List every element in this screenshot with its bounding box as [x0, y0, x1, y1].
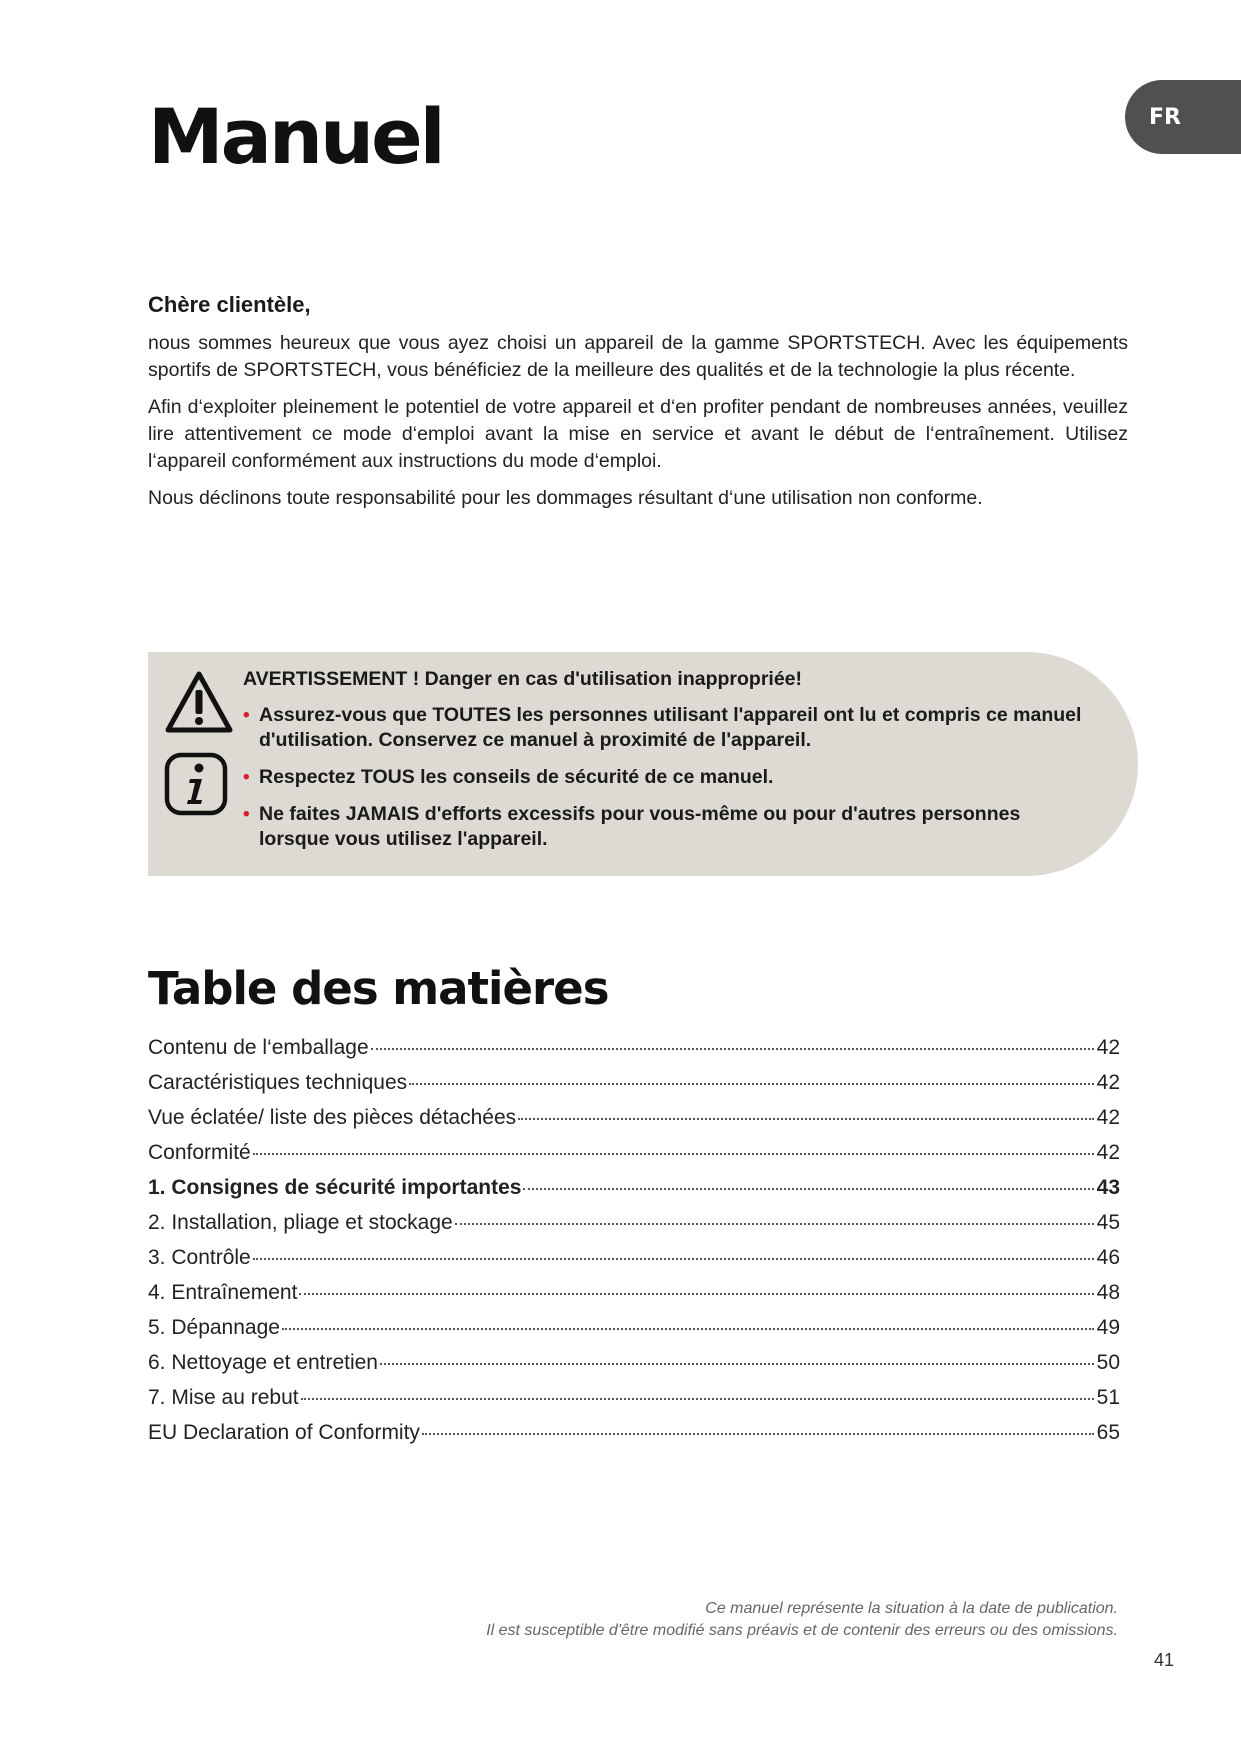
toc-entry-page: 65	[1096, 1421, 1120, 1444]
toc-entry[interactable]	[148, 1141, 1120, 1176]
dot-leader	[299, 1293, 1094, 1295]
toc-entry-page: 42	[1096, 1141, 1120, 1164]
page-number: 41	[1153, 1650, 1174, 1670]
disclaimer-line: Il est susceptible d'être modifié sans préavis et de contenir des erreurs ou des omissions.	[486, 1622, 1118, 1639]
toc-entry[interactable]	[148, 1246, 1120, 1281]
toc-entry-page: 48	[1096, 1281, 1120, 1304]
dot-leader	[253, 1258, 1094, 1260]
toc-entry[interactable]	[148, 1211, 1120, 1246]
dot-leader	[371, 1048, 1094, 1050]
intro-paragraph: Afin d‘exploiter pleinement le potentiel de votre appareil et d‘en profiter pendant de nombreuses années, veuillez lire attentivement ce mode d‘emploi avant la mise en service et avant le début de l‘entraînement. Utilisez l‘appareil conformément aux instructions du mode d‘emploi.	[148, 396, 1128, 472]
warning-item-text: Respectez TOUS les conseils de sécurité de ce manuel.	[259, 766, 774, 788]
toc-entry-page: 43	[1096, 1176, 1120, 1199]
disclaimer-note	[486, 1598, 1118, 1642]
info-icon	[164, 752, 228, 816]
warning-item	[243, 703, 1083, 753]
toc-entry-page: 50	[1096, 1351, 1120, 1374]
table-of-contents	[148, 1036, 1120, 1456]
warning-title: AVERTISSEMENT ! Danger en cas d'utilisation inappropriée!	[243, 668, 803, 690]
toc-entry-page: 45	[1096, 1211, 1120, 1234]
disclaimer-line: Ce manuel représente la situation à la date de publication.	[705, 1600, 1118, 1617]
dot-leader	[422, 1433, 1094, 1435]
dot-leader	[253, 1153, 1094, 1155]
toc-entry-page: 42	[1096, 1036, 1120, 1059]
toc-entry[interactable]	[148, 1036, 1120, 1071]
dot-leader	[380, 1363, 1094, 1365]
toc-entry-label: Vue éclatée/ liste des pièces détachées	[148, 1106, 517, 1129]
warning-list	[243, 703, 1083, 852]
toc-entry[interactable]	[148, 1106, 1120, 1141]
toc-entry-label: Caractéristiques techniques	[148, 1071, 408, 1094]
toc-entry[interactable]	[148, 1421, 1120, 1456]
toc-entry-label: 1. Consignes de sécurité importantes	[148, 1176, 522, 1199]
toc-entry-label: 6. Nettoyage et entretien	[148, 1351, 378, 1374]
dot-leader	[409, 1083, 1094, 1085]
warning-item-text: Assurez-vous que TOUTES les personnes utilisant l'appareil ont lu et compris ce manuel d'utilisation. Conservez ce manuel à proximité de l'appareil.	[259, 704, 1082, 751]
page-title: Manuel	[148, 92, 443, 181]
intro-section	[148, 292, 1128, 522]
toc-entry[interactable]	[148, 1351, 1120, 1386]
toc-entry-label: 3. Contrôle	[148, 1246, 251, 1269]
toc-entry[interactable]	[148, 1386, 1120, 1421]
warning-content	[243, 668, 1083, 864]
toc-entry-label: EU Declaration of Conformity	[148, 1421, 420, 1444]
toc-entry-page: 42	[1096, 1071, 1120, 1094]
toc-entry-label: 2. Installation, pliage et stockage	[148, 1211, 453, 1234]
bullet-icon: •	[243, 804, 250, 825]
toc-entry-label: Conformité	[148, 1141, 251, 1164]
toc-title: Table des matières	[148, 962, 609, 1015]
toc-entry-page: 46	[1096, 1246, 1120, 1269]
toc-entry-label: Contenu de l‘emballage	[148, 1036, 369, 1059]
toc-entry-label: 4. Entraînement	[148, 1281, 298, 1304]
toc-entry[interactable]	[148, 1316, 1120, 1351]
intro-paragraph: nous sommes heureux que vous ayez choisi un appareil de la gamme SPORTSTECH. Avec les équipements sportifs de SPORTSTECH, vous bénéficiez de la meilleure des qualités et de la technologie la plus récente.	[148, 332, 1128, 381]
toc-entry[interactable]	[148, 1281, 1120, 1316]
toc-entry-page: 51	[1096, 1386, 1120, 1409]
intro-paragraph: Nous déclinons toute responsabilité pour les dommages résultant d‘une utilisation non conforme.	[148, 487, 983, 509]
toc-entry-page: 42	[1096, 1106, 1120, 1129]
warning-item	[243, 802, 1083, 852]
toc-entry-label: 7. Mise au rebut	[148, 1386, 299, 1409]
toc-entry[interactable]	[148, 1071, 1120, 1106]
warning-item	[243, 765, 1083, 790]
toc-entry-label: 5. Dépannage	[148, 1316, 280, 1339]
dot-leader	[282, 1328, 1094, 1330]
dot-leader	[301, 1398, 1094, 1400]
dot-leader	[518, 1118, 1094, 1120]
greeting: Chère clientèle,	[148, 292, 311, 317]
warning-triangle-icon	[164, 670, 234, 734]
warning-item-text: Ne faites JAMAIS d'efforts excessifs pour vous-même ou pour d'autres personnes lorsque vous utilisez l'appareil.	[259, 803, 1021, 850]
bullet-icon: •	[243, 705, 250, 726]
language-tab: FR	[1125, 80, 1241, 154]
bullet-icon: •	[243, 767, 250, 788]
toc-entry-page: 49	[1096, 1316, 1120, 1339]
dot-leader	[455, 1223, 1094, 1225]
dot-leader	[523, 1188, 1094, 1190]
toc-entry[interactable]	[148, 1176, 1120, 1211]
